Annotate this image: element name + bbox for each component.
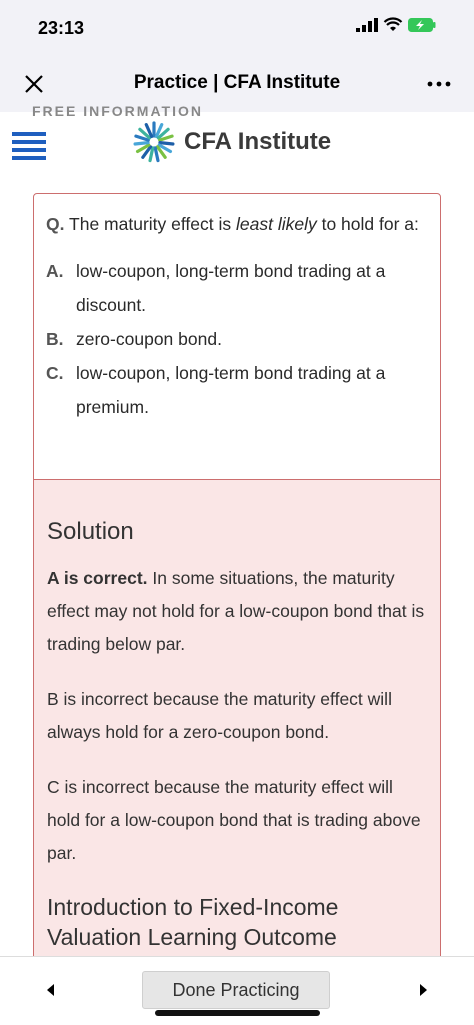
option-text: zero-coupon bond. [76,329,222,349]
question-emphasis: least likely [236,214,317,234]
status-bar [0,0,474,56]
previous-arrow-icon[interactable] [44,981,58,999]
question-block [34,194,440,478]
answer-options [46,254,426,424]
clipped-header-text: FREE INFORMATION [32,103,203,119]
option-text: low-coupon, long-term bond trading at a discount. [76,261,386,315]
question-card [33,193,441,965]
option-text: low-coupon, long-term bond trading at a premium. [76,363,386,417]
option-letter: C. [46,363,64,383]
question-stem-start: The maturity effect is [69,214,236,234]
wifi-icon [384,18,402,32]
page-title: Practice | CFA Institute [133,72,341,93]
more-options-icon[interactable] [424,70,454,98]
answer-option[interactable] [46,356,426,424]
solution-c-explanation: C is incorrect because the maturity effect will hold for a low-coupon bond that is trading above par. [47,777,421,863]
brand-name: CFA Institute [184,128,332,155]
answer-option[interactable] [46,322,426,356]
solution-correct [47,562,426,661]
solution-panel [34,479,440,969]
menu-icon[interactable] [12,132,46,160]
signal-icon [356,18,378,32]
option-letter: B. [46,329,64,349]
home-indicator [155,1010,320,1016]
done-practicing-button[interactable]: Done Practicing [142,971,330,1009]
site-header [0,103,474,180]
battery-charging-icon [408,18,436,32]
option-letter: A. [46,261,64,281]
next-arrow-icon[interactable] [416,981,430,999]
question-stem-end: to hold for a: [316,214,419,234]
correct-explanation: In some situations, the maturity effect may not hold for a low-coupon bond that is trading below par. [47,568,425,654]
question-text [46,208,426,240]
solution-heading: Solution [47,518,134,545]
learning-outcome-heading: Introduction to Fixed-Income Valuation Learning Outcome [47,894,339,950]
correct-label: A is correct. [47,568,148,588]
cfa-logo-icon [132,120,176,164]
status-icons [356,18,436,32]
solution-b-explanation: B is incorrect because the maturity effect will always hold for a zero-coupon bond. [47,689,392,742]
status-time: 23:13 [38,18,85,38]
answer-option[interactable] [46,254,426,322]
brand-logo[interactable] [132,120,331,164]
question-prefix: Q. [46,214,65,234]
